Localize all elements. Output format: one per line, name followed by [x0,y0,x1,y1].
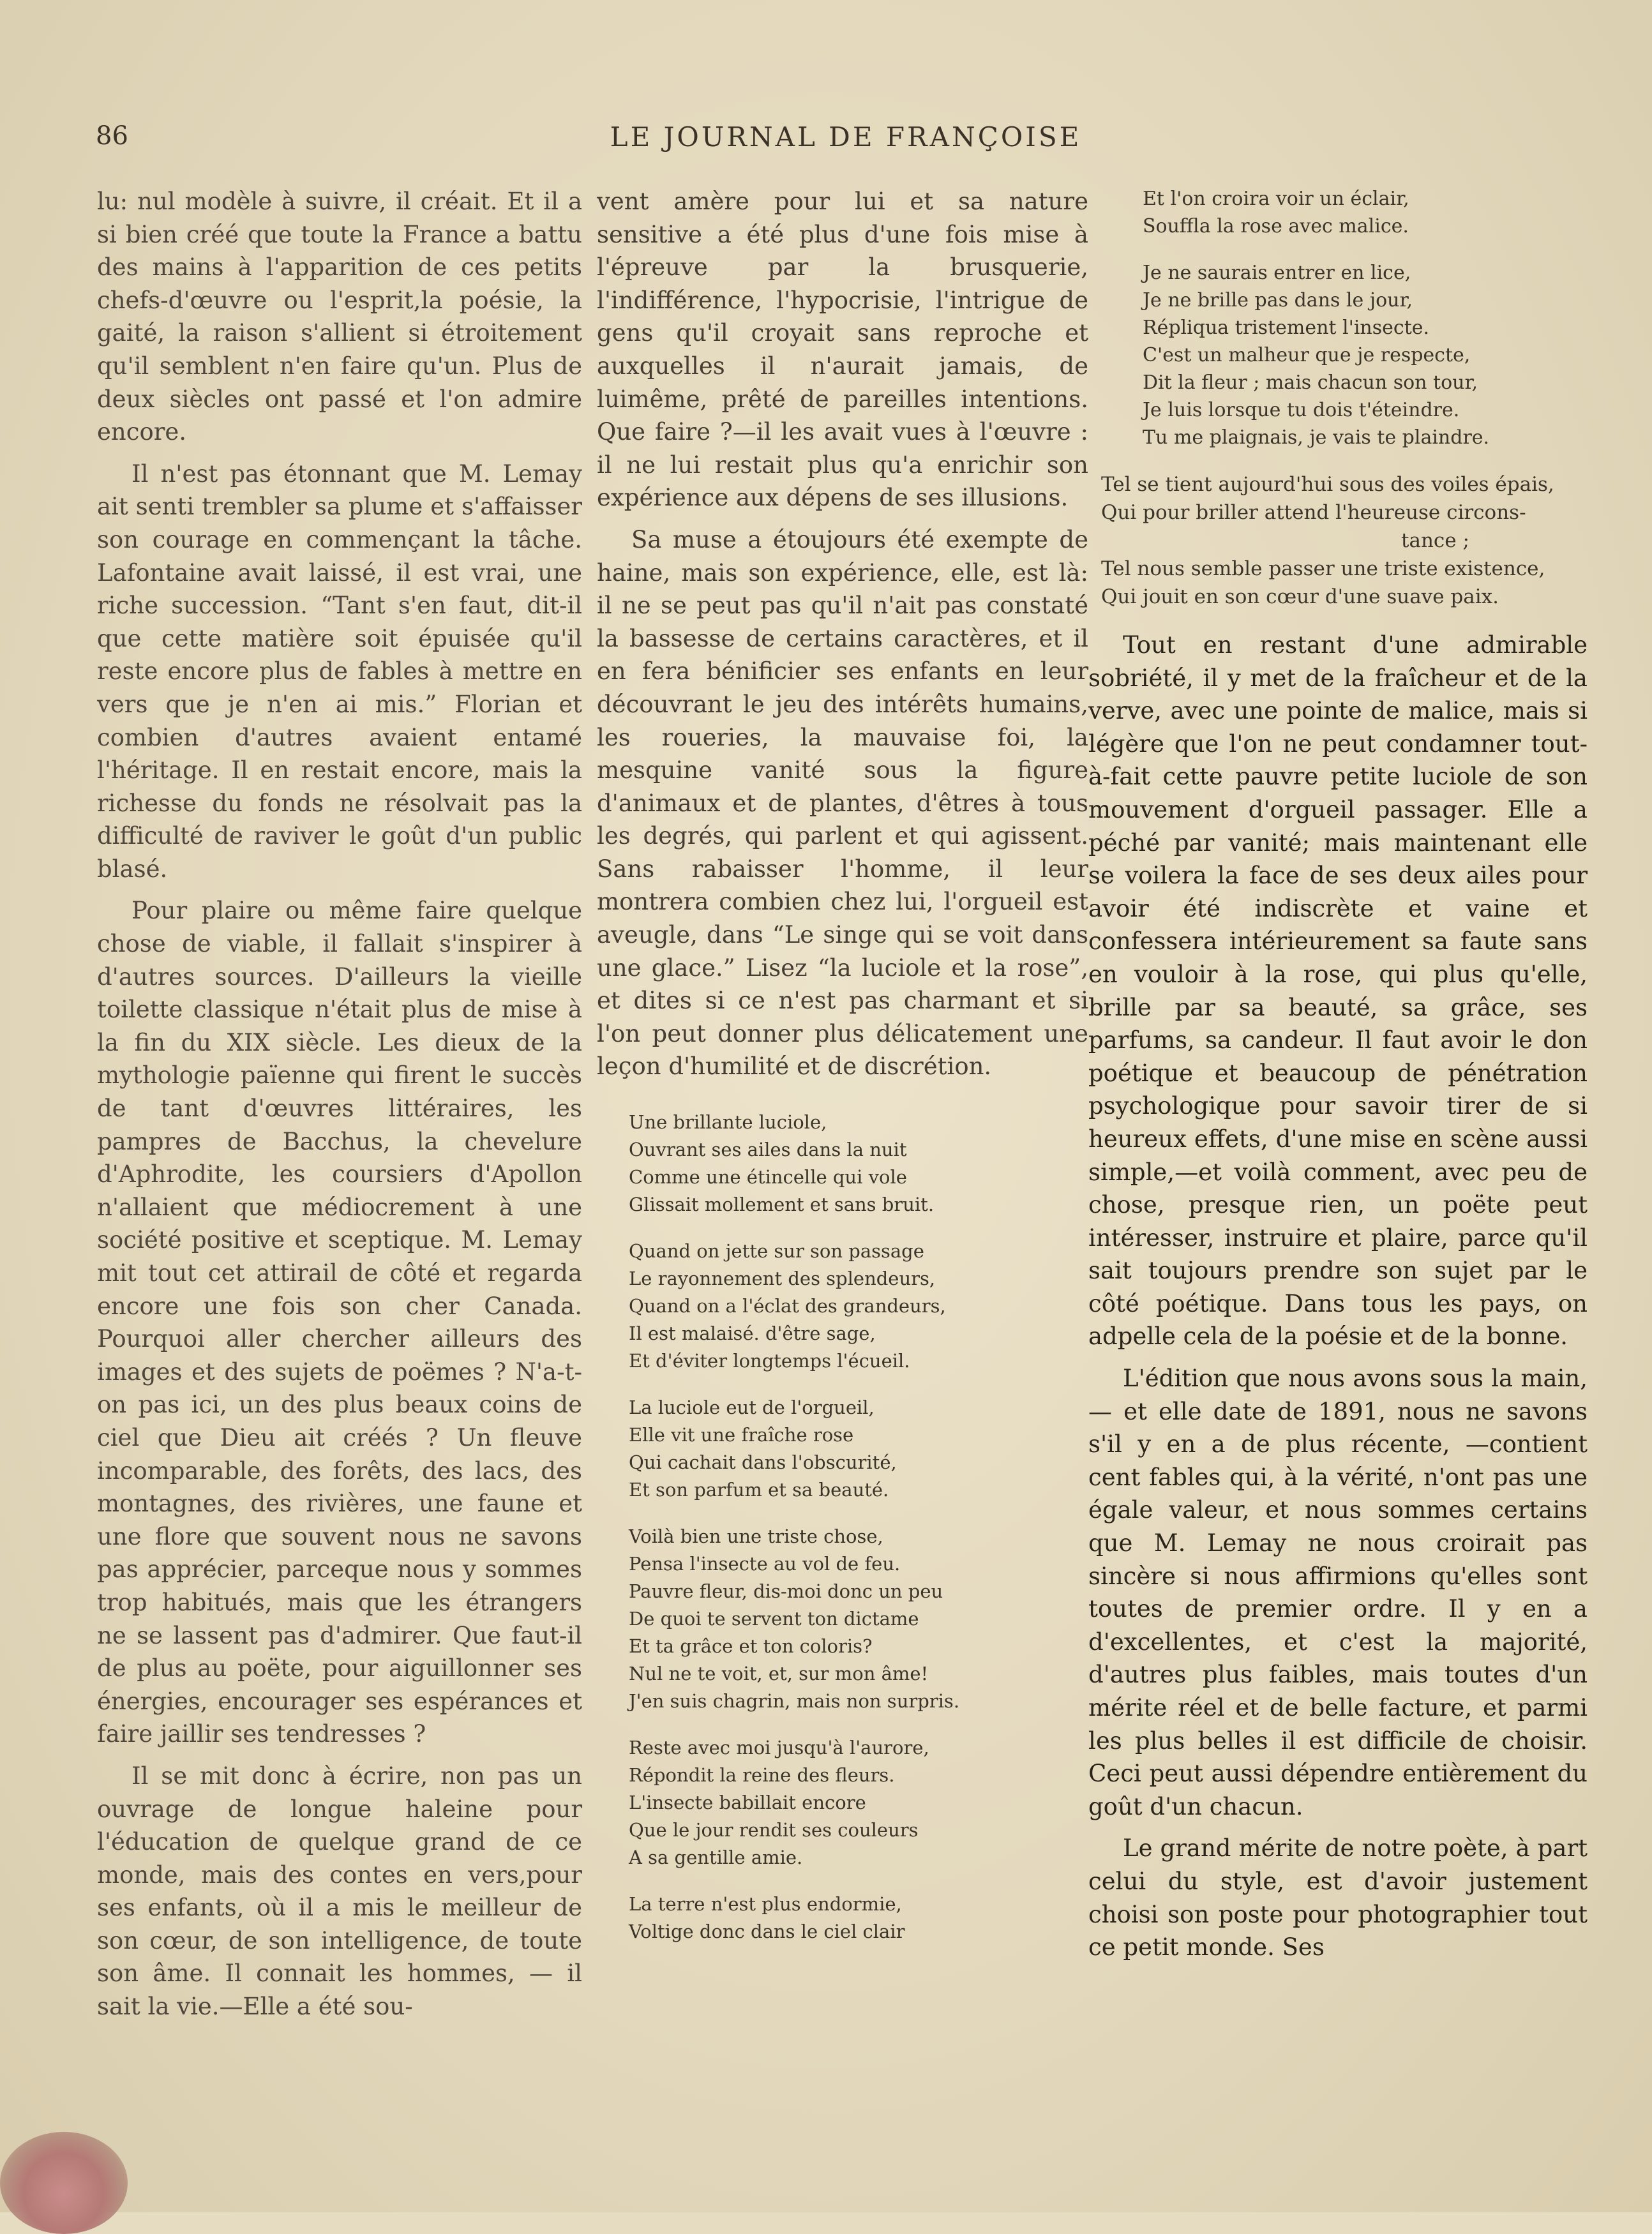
poem-line: Pauvre fleur, dis-moi donc un peu [629,1580,943,1603]
poem-line: Quand on a l'éclat des grandeurs, [629,1295,946,1317]
poem-line: La terre n'est plus endormie, [629,1893,902,1915]
poem-stanza [629,1109,1088,1218]
poem-line: Et ta grâce et ton coloris? [629,1635,873,1658]
poem-line: Je ne brille pas dans le jour, [1143,289,1413,311]
poem-line: Répliqua tristement l'insecte. [1143,317,1430,339]
poem-stanza [1143,185,1588,240]
page-header [96,121,1596,160]
poem-line: Et l'on croira voir un éclair, [1143,188,1409,210]
poem-line: Tu me plaignais, je vais te plaindre. [1143,426,1490,449]
poem-line: Souffla la rose avec malice. [1143,215,1409,237]
poem-line: Tel nous semble passer une triste existence, [1101,557,1545,580]
poem-line: Voltige donc dans le ciel clair [629,1921,905,1943]
poem-line: Qui jouit en son cœur d'une suave paix. [1101,585,1499,608]
paragraph: vent amère pour lui et sa nature sensitive a été plus d'une fois mise à l'épreuve par la brusquerie, l'indifférence, l'hypocrisie, l'intrigue de gens qu'il croyait sans reproche et auxquelles il n'aurait jamais, de luimême, prêté de pareilles intentions. Que faire ?—il les avait vues à l'œuvre : il ne lui restait plus qu'a enrichir son expérience aux dépens de ses illusions. [597,188,1088,512]
middle-column [597,185,1088,1965]
poem-line: Le rayonnement des splendeurs, [629,1268,936,1290]
paragraph: lu: nul modèle à suivre, il créait. Et il a si bien créé que toute la France a battu des mains à l'apparition de ces petits chefs-d'œuvre ou l'esprit,la poésie, la gaité, la raison s'allient si étroitement qu'il semblent n'en faire qu'un. Plus de deux siècles ont passé et l'on admire encore. [97,188,582,446]
poem-line: Quand on jette sur son passage [629,1240,924,1263]
poem-line: Nul ne te voit, et, sur mon âme! [629,1663,929,1685]
poem-continuation [1143,185,1588,451]
poem-line: Ouvrant ses ailes dans la nuit [629,1139,907,1161]
paragraph: Il se mit donc à écrire, non pas un ouvrage de longue haleine pour l'éducation de quelque grand de ce monde, mais des contes en vers,pour ses enfants, où il a mis le meilleur de son cœur, de son intelligence, de toute son âme. Il connait les hommes, — il sait la vie.—Elle a été sou- [97,1762,582,2021]
poem-stanza [629,1734,1088,1871]
poem-line: Il est malaisé. d'être sage, [629,1323,876,1345]
poem-line: Répondit la reine des fleurs. [629,1764,895,1787]
poem-line: Et son parfum et sa beauté. [629,1479,889,1501]
poem-line: C'est un malheur que je respecte, [1143,344,1471,366]
paragraph: Tout en restant d'une admirable sobriété, il y met de la fraîcheur et de la verve, avec une pointe de malice, mais si légère que l'on ne peut condamner tout-à-fait cette pauvre petite luciole de son mouvement d'orgueil passager. Elle a péché par vanité; mais maintenant elle se voilera la face de ses deux ailes pour avoir été indiscrète et vaine et confessera intérieurement sa faute sans en vouloir à la rose, qui plus qu'elle, brille par sa beauté, sa grâce, ses parfums, sa candeur. Il faut avoir le don poétique et beaucoup de pénétration psychologique pour savoir tirer de si heureux effets, d'une mise en scène aussi simple,—et voilà comment, avec peu de chose, presque rien, un poëte peut intéresser, instruire et plaire, parce qu'il sait toujours prendre son sujet par le côté poétique. Dans tous les pays, on adpelle cela de la poésie et de la bonne. [1088,631,1588,1351]
running-title: LE JOURNAL DE FRANÇOISE [610,121,1082,153]
paragraph: Sa muse a étoujours été exempte de haine, mais son expérience, elle, est là: il ne se peut pas qu'il n'ait pas constaté la bassesse de certains caractères, et il en fera bénificier ses enfants en leur découvrant le jeu des intérêts humains, les roueries, la mauvaise foi, la mesquine vanité sous la figure d'animaux et de plantes, d'êtres à tous les degrés, qui parlent et qui agissent. Sans rabaisser l'homme, il leur montrera combien chez lui, l'orgueil est aveugle, dans “Le singe qui se voit dans une glace.” Lisez “la luciole et la rose”, et dites si ce n'est pas charmant et si l'on peut donner plus délicatement une leçon d'humilité et de discrétion. [597,525,1088,1081]
poem-line: Pensa l'insecte au vol de feu. [629,1553,901,1575]
poem-stanza [629,1891,1088,1945]
page-number: 86 [96,121,128,151]
poem-stanza [629,1238,1088,1375]
poem-line: L'insecte babillait encore [629,1792,866,1814]
poem-line: Comme une étincelle qui vole [629,1166,907,1188]
poem-line: tance ; [1401,529,1469,552]
poem-line: Qui cachait dans l'obscurité, [629,1451,897,1474]
poem-line: Je luis lorsque tu dois t'éteindre. [1143,399,1460,421]
poem-line: A sa gentille amie. [629,1847,803,1869]
poem-line: Glissait mollement et sans bruit. [629,1194,935,1216]
paragraph: Pour plaire ou même faire quelque chose de viable, il fallait s'inspirer à d'autres sources. D'ailleurs la vieille toilette classique n'était plus de mise à la fin du XIX siècle. Les dieux de la mythologie païenne qui firent le succès de tant d'œuvres littéraires, les pampres de Bacchus, la chevelure d'Aphrodite, les coursiers d'Apollon n'allaient que médiocrement à une société positive et sceptique. M. Lemay mit tout cet attirail de côté et regarda encore une fois son cher Canada. Pourquoi aller chercher ailleurs des images et des sujets de poëmes ? N'a-t-on pas ici, un des plus beaux coins de ciel que Dieu ait créés ? Un fleuve incomparable, des forêts, des lacs, des montagnes, des rivières, une faune et une flore que souvent nous ne savons pas apprécier, parceque nous y sommes trop habitués, mais que les étrangers ne se lassent pas d'admirer. Que faut-il de plus au poëte, pour aiguillonner ses énergies, encourager ses espérances et faire jaillir ses tendresses ? [97,897,582,1748]
poem-line: De quoi te servent ton dictame [629,1608,919,1630]
poem-line: Qui pour briller attend l'heureuse circons- [1101,501,1526,524]
poem-line: Que le jour rendit ses couleurs [629,1819,919,1841]
paragraph: L'édition que nous avons sous la main, — et elle date de 1891, nous ne savons s'il y en a de plus récente, —contient cent fables qui, à la vérité, n'ont pas une égale valeur, et nous sommes certains que M. Lemay ne nous croirait pas sincère si nous affirmions qu'elles sont toutes de premier ordre. Il y en a d'excellentes, et c'est la majorité, d'autres plus faibles, mais toutes d'un mérite réel et de belle facture, et parmi les plus belles il est difficile de choisir. Ceci peut aussi dépendre entièrement du goût d'un chacun. [1088,1365,1588,1820]
poem-line: Je ne saurais entrer en lice, [1143,262,1411,284]
poem-stanza [629,1523,1088,1715]
poem-line: La luciole eut de l'orgueil, [629,1397,875,1419]
poem-line: Tel se tient aujourd'hui sous des voiles épais, [1101,473,1554,496]
left-column [97,185,582,2032]
paragraph: Le grand mérite de notre poète, à part celui du style, est d'avoir justement choisi son poste pour photographier tout ce petit monde. Ses [1088,1834,1588,1961]
poem-line: Reste avec moi jusqu'à l'aurore, [629,1737,929,1759]
poem-line: Dit la fleur ; mais chacun son tour, [1143,371,1478,394]
poem-line: Voilà bien une triste chose, [629,1526,883,1548]
poem-line: J'en suis chagrin, mais non surpris. [629,1690,960,1713]
poem-moral [1101,470,1588,611]
poem-line: Elle vit une fraîche rose [629,1424,854,1446]
paragraph: Il n'est pas étonnant que M. Lemay ait senti trembler sa plume et s'affaisser son courage en commençant la tâche. Lafontaine avait laissé, il est vrai, une riche succession. “Tant s'en faut, dit-il que cette matière soit épuisée qu'il reste encore plus de fables à mettre en vers que je n'en ai mis.” Florian et combien d'autres avaient entamé l'héritage. Il en restait encore, mais la richesse du fonds ne résolvait pas la difficulté de raviver le goût d'un public blasé. [97,460,582,883]
right-column [1088,185,1588,1973]
scanner-thumb [0,2132,128,2234]
poem-line: Et d'éviter longtemps l'écueil. [629,1350,910,1372]
poem-stanza [629,1394,1088,1504]
poem-line: Une brillante luciole, [629,1111,827,1134]
poem-stanza [1143,259,1588,451]
poem-luciole-et-rose [629,1109,1088,1945]
